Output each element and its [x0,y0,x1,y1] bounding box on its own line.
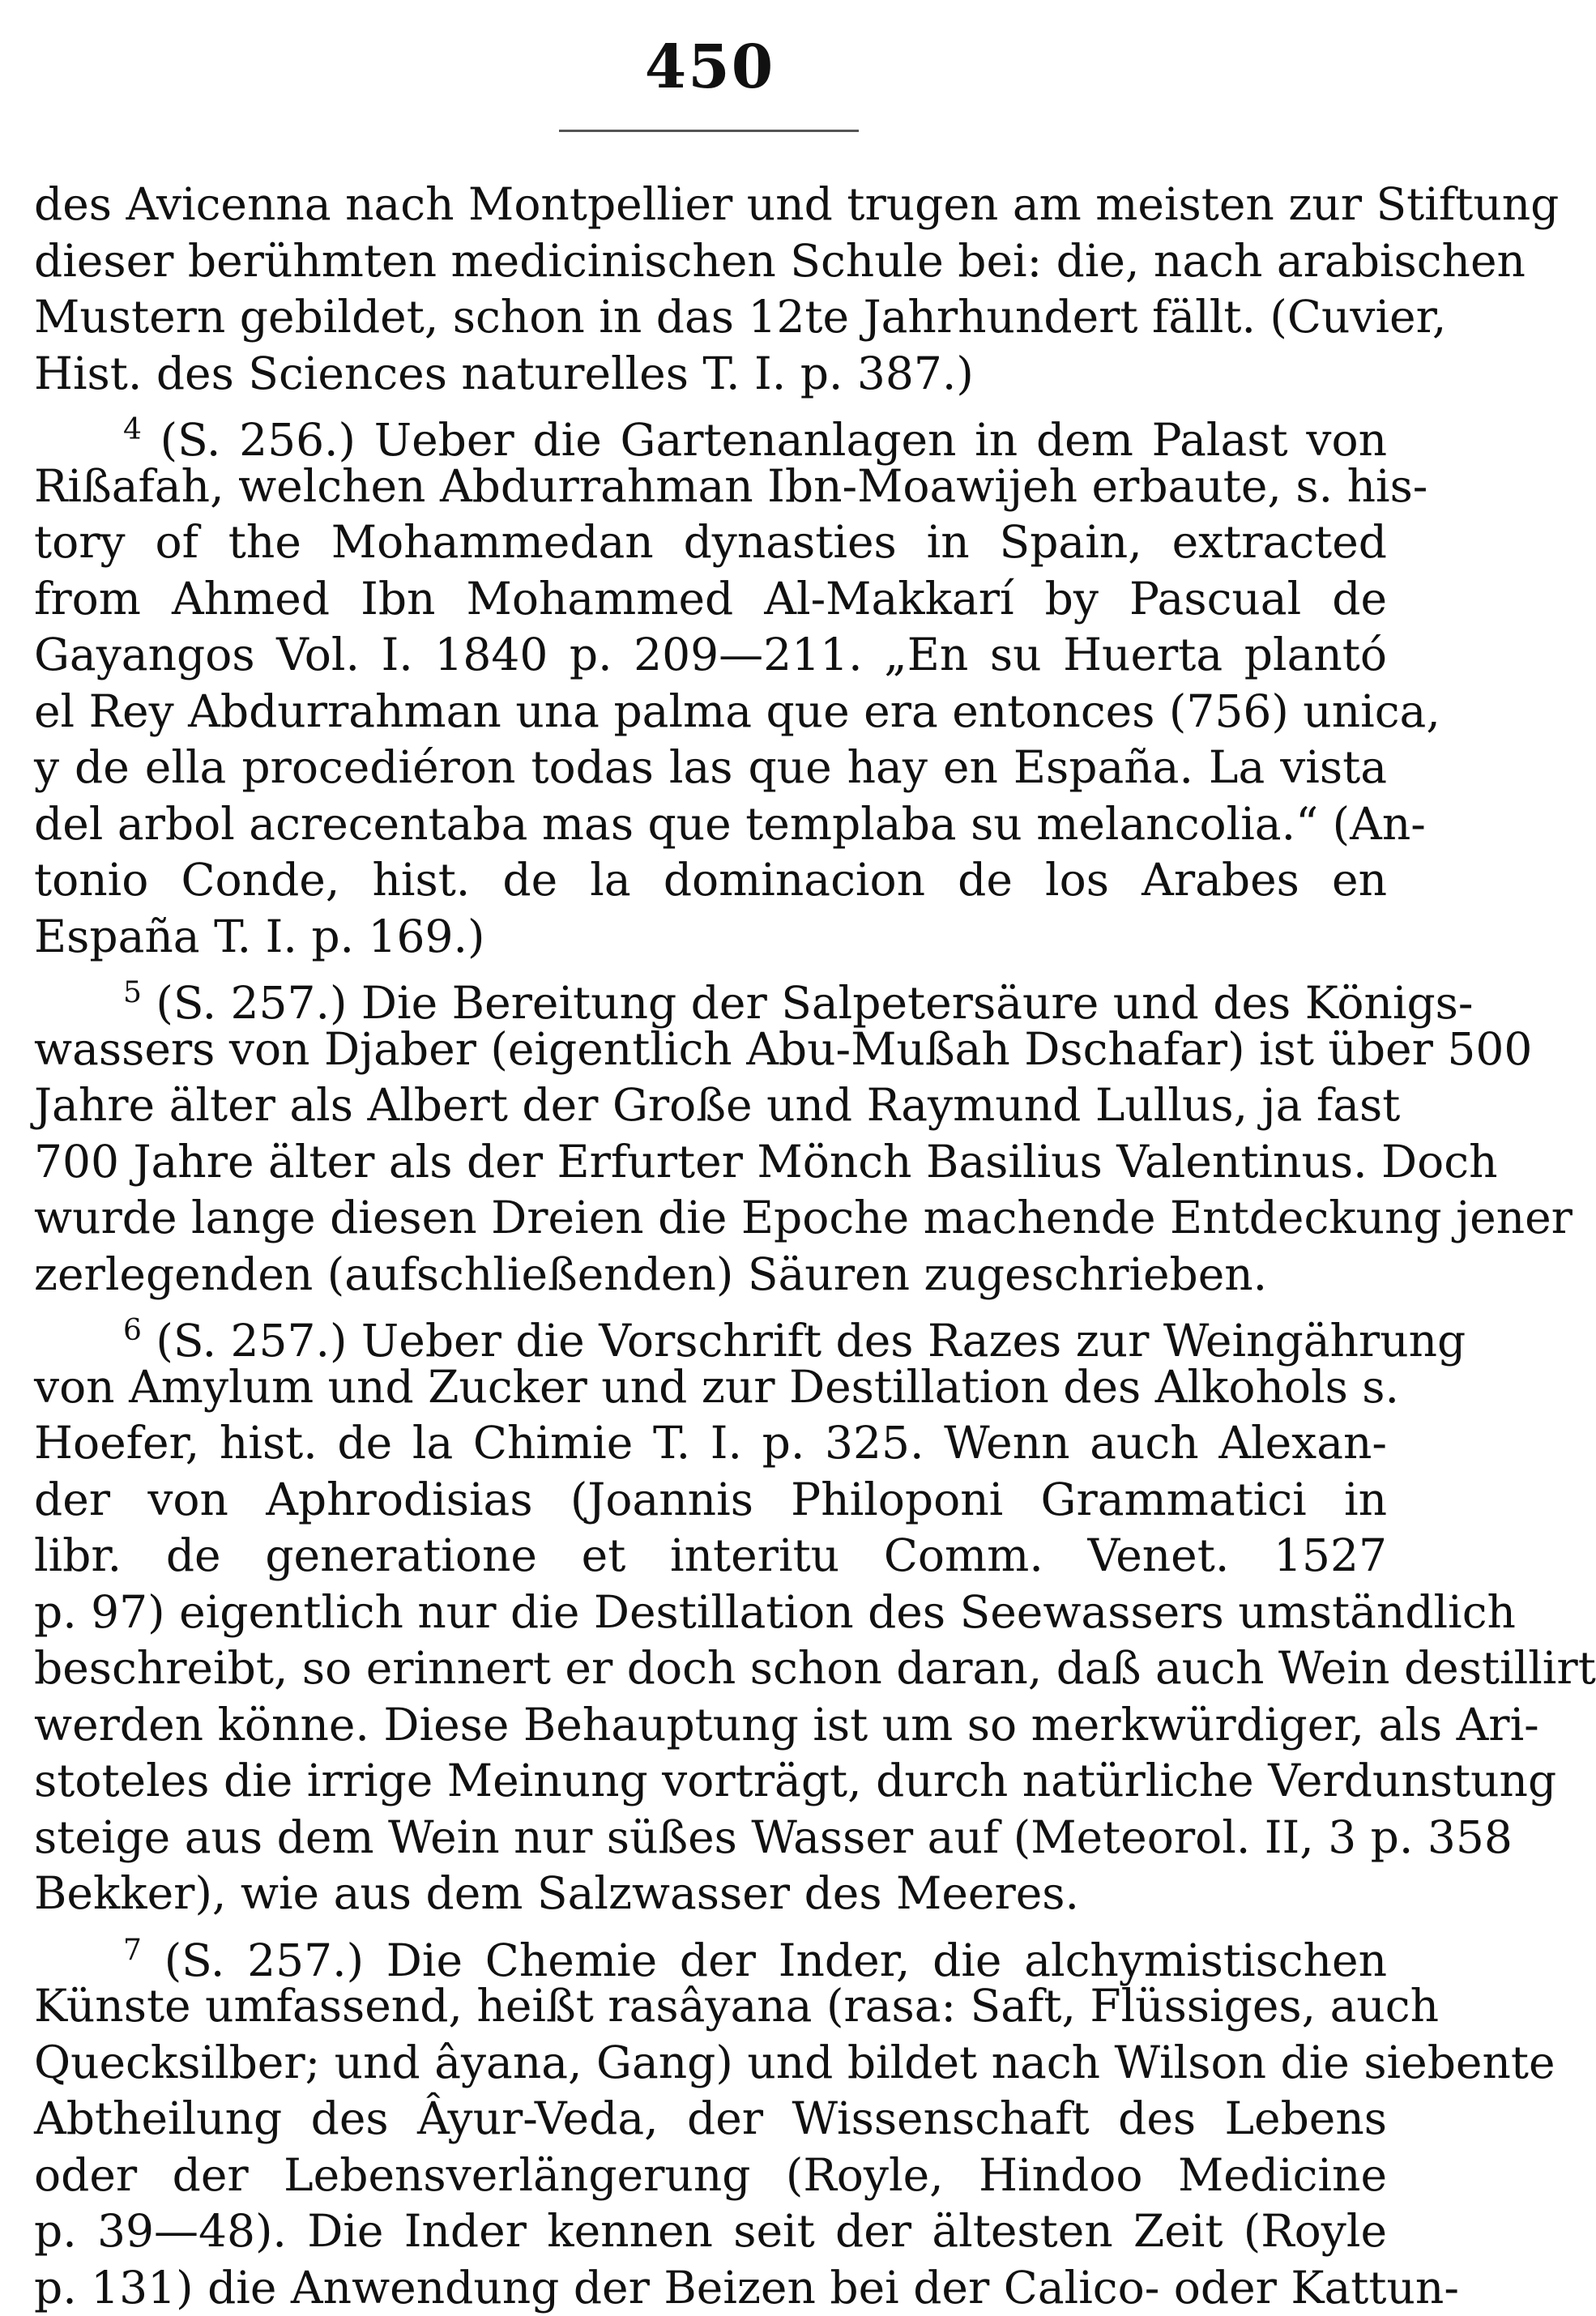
text-line: von Amylum und Zucker und zur Destillation des Alkohols s. [34,1359,1387,1416]
note-line-start [34,1922,1387,1979]
text-line: der von Aphrodisias (Joannis Philoponi Grammatici in [34,1472,1387,1529]
note-line-start [34,1303,1387,1359]
note-number: 6 [123,1314,142,1347]
text-line: (S. 256.) Ueber die Gartenanlagen in dem Palast von [160,414,1387,466]
text-line: tory of the Mohammedan dynasties in Spain, extracted [34,514,1387,571]
text-line: steige aus dem Wein nur süßes Wasser auf (Meteorol. II, 3 p. 358 [34,1810,1387,1866]
text-line: p. 39—48). Die Inder kennen seit der ältesten Zeit (Royle [34,2203,1387,2260]
text-line: Gayangos Vol. I. 1840 p. 209—211. „En su Huerta plantó [34,627,1387,684]
text-line: wassers von Djaber (eigentlich Abu-Mußah Dschafar) ist über 500 [34,1022,1387,1078]
text-line: Rißafah, welchen Abdurrahman Ibn-Moawijeh erbaute, s. his- [34,459,1387,515]
text-line: 700 Jahre älter als der Erfurter Mönch Basilius Valentinus. Doch [34,1134,1387,1191]
text-line: beschreibt, so erinnert er doch schon daran, daß auch Wein destillirt [34,1640,1387,1697]
text-line: (S. 257.) Die Bereitung der Salpetersäure und des Königs- [156,977,1473,1029]
text-line: libr. de generatione et interitu Comm. Venet. 1527 [34,1528,1387,1585]
text-line: dieser berühmten medicinischen Schule bei: die, nach arabischen [34,233,1387,290]
text-line: from Ahmed Ibn Mohammed Al-Makkarí by Pascual de [34,571,1387,628]
text-line: oder der Lebensverlängerung (Royle, Hindoo Medicine [34,2148,1387,2204]
text-line: Jahre älter als Albert der Große und Raymund Lullus, ja fast [34,1077,1387,1134]
text-line: y de ella procediéron todas las que hay en España. La vista [34,740,1387,796]
page-number: 450 [0,32,1419,102]
text-line: zerlegenden (aufschließenden) Säuren zugeschrieben. [34,1247,1387,1303]
note-line-start [34,402,1387,459]
text-line: (S. 257.) Die Chemie der Inder, die alchymistischen [164,1934,1387,1986]
text-line: Künste umfassend, heißt rasâyana (rasa: Saft, Flüssiges, auch [34,1978,1387,2035]
text-line: Mustern gebildet, schon in das 12te Jahrhundert fällt. (Cuvier, [34,289,1387,346]
text-line: p. 97) eigentlich nur die Destillation des Seewassers umständlich [34,1585,1387,1641]
text-line: tonio Conde, hist. de la dominacion de los Arabes en [34,852,1387,909]
text-line: Hist. des Sciences naturelles T. I. p. 387.) [34,346,1387,403]
text-line: el Rey Abdurrahman una palma que era entonces (756) unica, [34,684,1387,740]
text-line: Bekker), wie aus dem Salzwasser des Meeres. [34,1866,1387,1922]
header-divider [559,130,859,132]
text-line: stoteles die irrige Meinung vorträgt, durch natürliche Verdunstung [34,1753,1387,1810]
text-line: (S. 257.) Ueber die Vorschrift des Razes zur Weingährung [156,1315,1466,1367]
note-number: 7 [123,1934,142,1967]
text-line: Hoefer, hist. de la Chimie T. I. p. 325. Wenn auch Alexan- [34,1415,1387,1472]
text-line: del arbol acrecentaba mas que templaba su melancolia.“ (An- [34,796,1387,853]
text-line: des Avicenna nach Montpellier und trugen am meisten zur Stiftung [34,177,1387,233]
text-line: Abtheilung des Âyur-Veda, der Wissenschaft des Lebens [34,2091,1387,2148]
note-line-start [34,965,1387,1022]
footnote-text-block [34,177,1387,2316]
note-number: 4 [123,413,142,446]
text-line: werden könne. Diese Behauptung ist um so merkwürdiger, als Ari- [34,1697,1387,1754]
text-line: Quecksilber; und âyana, Gang) und bildet nach Wilson die siebente [34,2035,1387,2092]
text-line: p. 131) die Anwendung der Beizen bei der Calico- oder Kattun- [34,2260,1387,2316]
text-line: España T. I. p. 169.) [34,909,1387,966]
note-number: 5 [123,976,142,1009]
text-line: wurde lange diesen Dreien die Epoche machende Entdeckung jener [34,1190,1387,1247]
